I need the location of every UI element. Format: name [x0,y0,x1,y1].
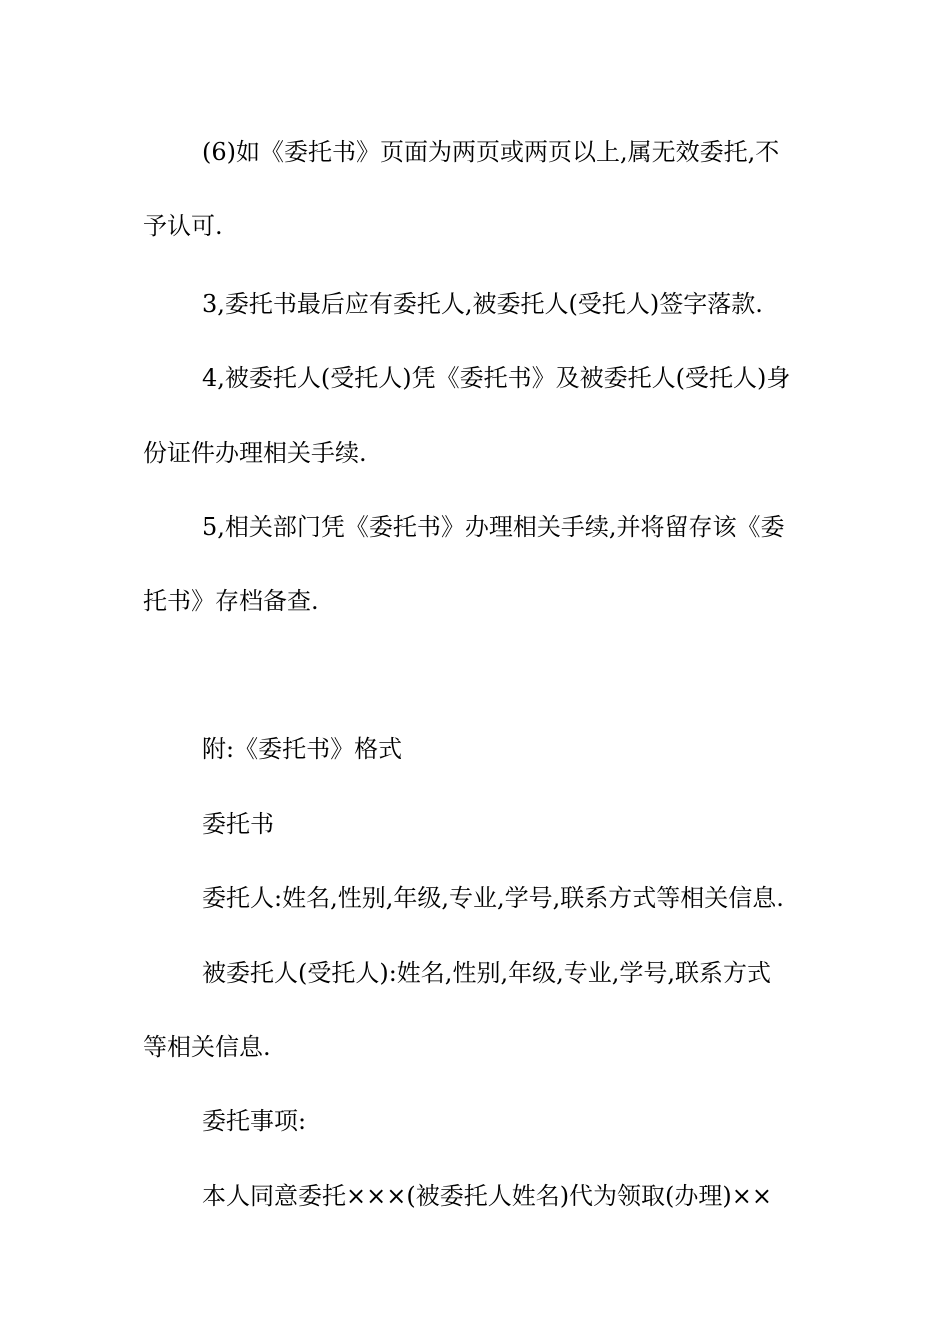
paragraph-line: 等相关信息. [143,1033,271,1061]
paragraph-line: 托书》存档备查. [143,587,319,615]
paragraph-line: 3,委托书最后应有委托人,被委托人(受托人)签字落款. [202,290,763,318]
paragraph-line: 份证件办理相关手续. [143,439,367,467]
form-title: 委托书 [202,810,274,838]
paragraph-line: 5,相关部门凭《委托书》办理相关手续,并将留存该《委 [202,513,785,541]
paragraph-line: 予认可. [143,212,223,240]
paragraph-line: (6)如《委托书》页面为两页或两页以上,属无效委托,不 [202,138,780,166]
paragraph-line: 委托事项: [202,1107,307,1135]
paragraph-line: 被委托人(受托人):姓名,性别,年级,专业,学号,联系方式 [202,959,771,987]
appendix-heading: 附:《委托书》格式 [202,735,403,763]
paragraph-line: 4,被委托人(受托人)凭《委托书》及被委托人(受托人)身 [202,364,791,392]
paragraph-line: 委托人:姓名,性别,年级,专业,学号,联系方式等相关信息. [202,884,784,912]
paragraph-line: 本人同意委托×××(被委托人姓名)代为领取(办理)×× [202,1182,772,1210]
